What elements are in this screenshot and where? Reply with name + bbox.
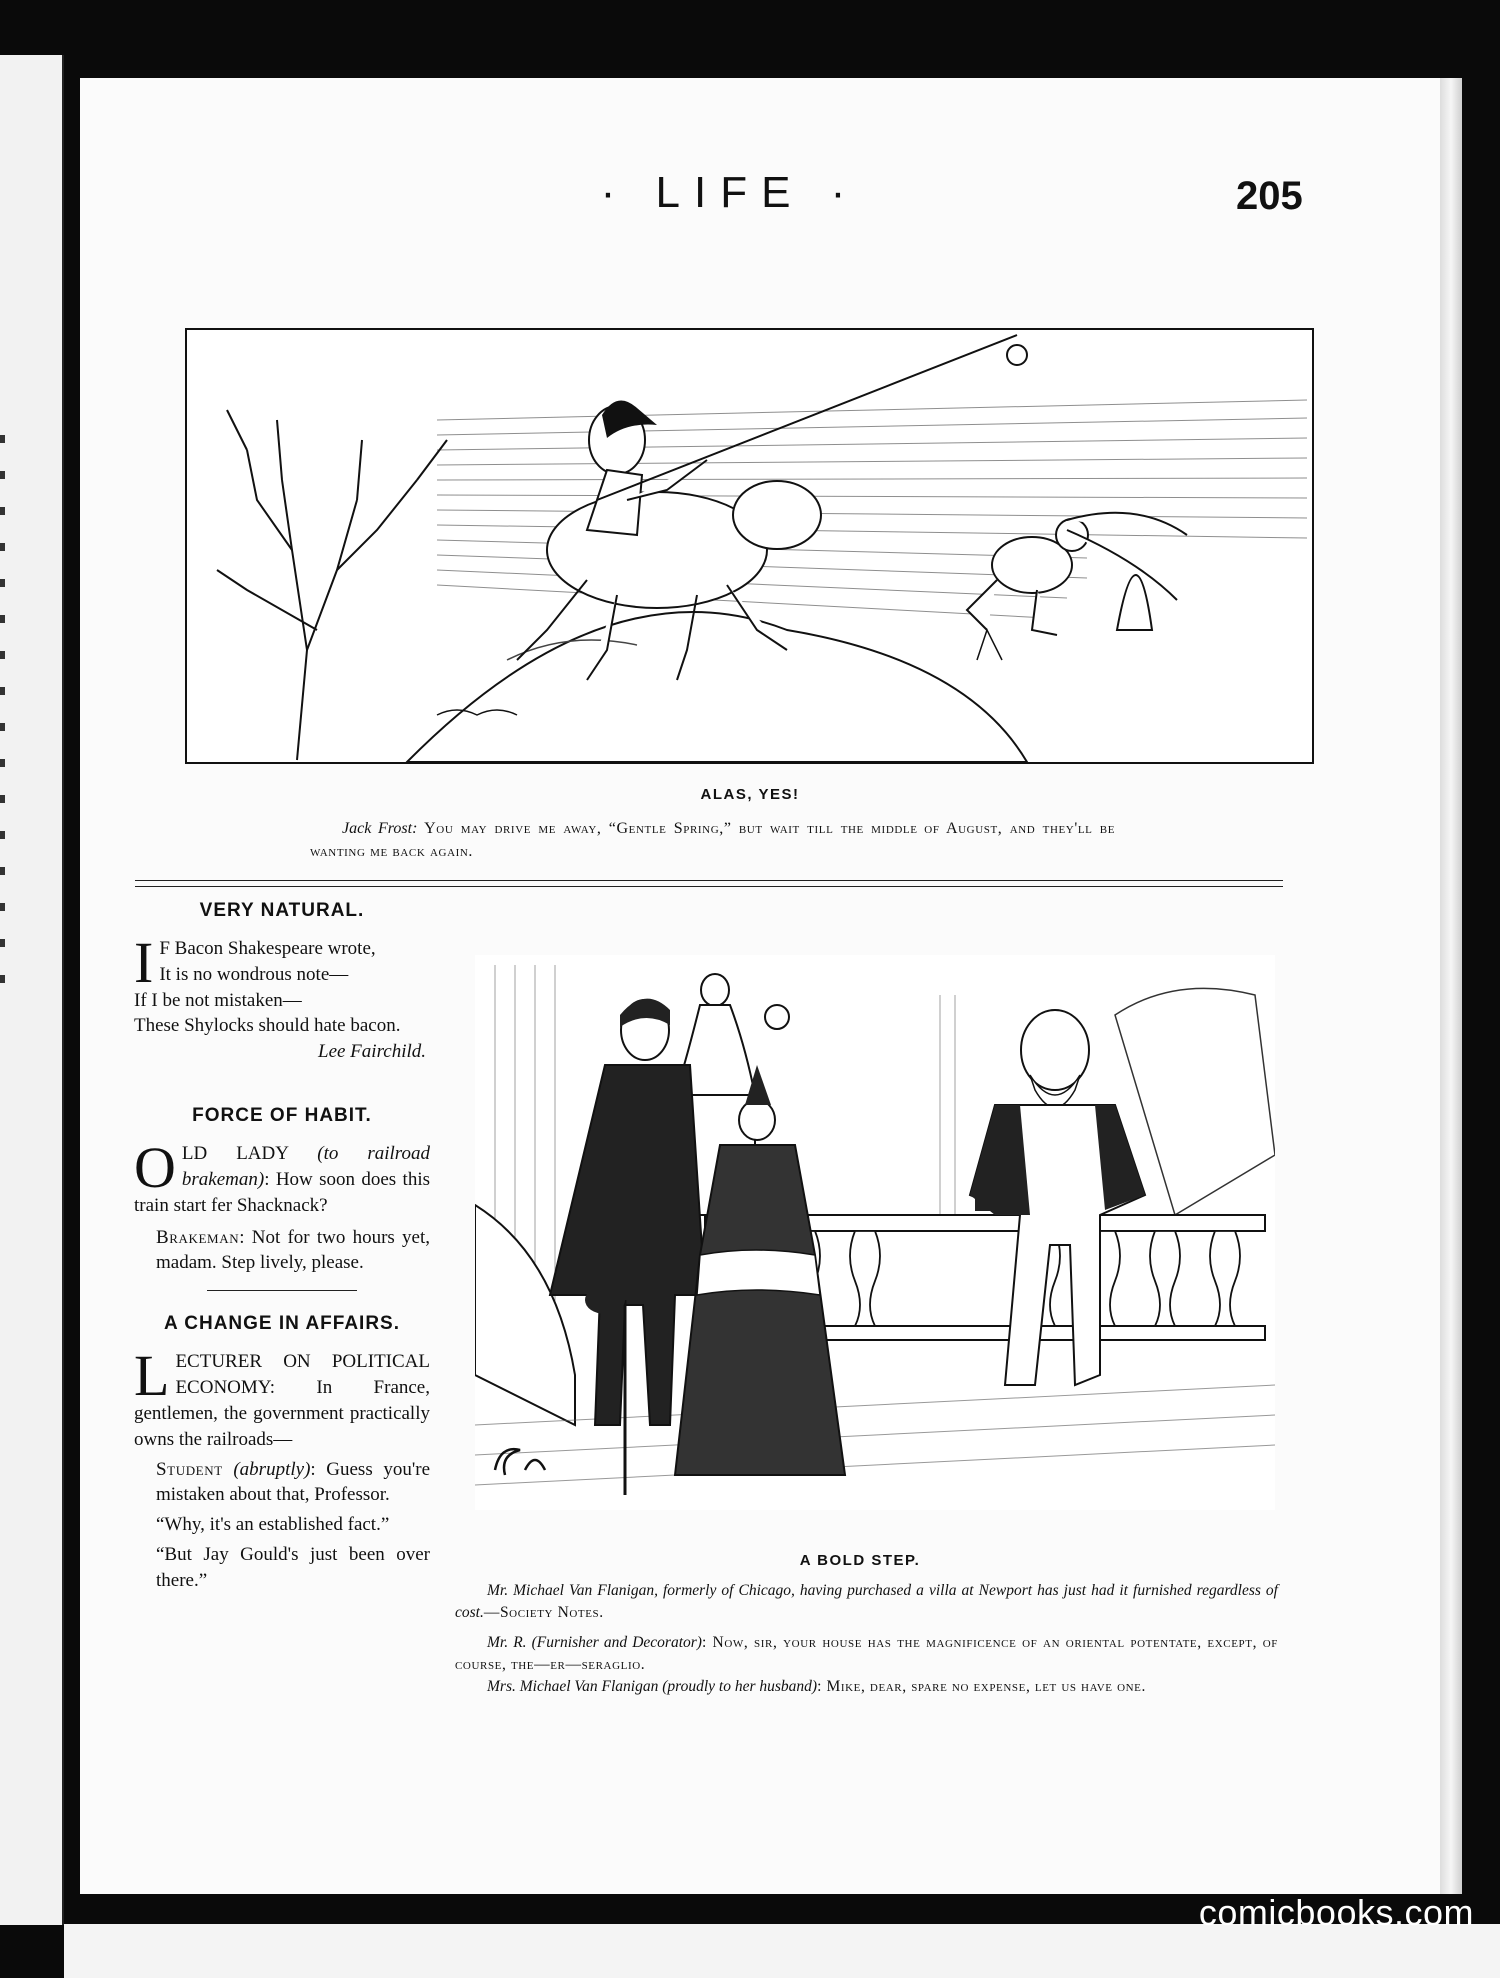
cartoon1-caption-line2: of August, and they'll be wanting me back again. (310, 820, 1116, 860)
change-in-affairs-paragraph-2 (134, 1457, 430, 1509)
poem-line-2: It is no wondrous note— (159, 963, 349, 985)
change-in-affairs-paragraph-4: “But Jay Gould's just been over there.” (156, 1544, 430, 1591)
change-in-affairs-text-2: : Guess you're mistaken about that, Professor. (156, 1458, 430, 1506)
cartoon2-line2-text: : Now, sir, your house has the magnificence of an oriental potentate, except, of course, the—er—seraglio. (455, 1634, 1278, 1673)
cartoon1-caption (310, 818, 1115, 863)
cartoon2-note-italic: Mr. Michael Van Flanigan, formerly of Chicago, having purchased a villa at Newport has just had it furnished regardless of cost. (455, 1582, 1278, 1621)
cartoon2-line2-speaker: Mr. R. (487, 1634, 527, 1651)
force-of-habit-direction: (to railroad brakeman) (181, 1143, 430, 1190)
column-short-rule (207, 1290, 357, 1291)
change-in-affairs-paragraph-3: “Why, it's an established fact.” (156, 1514, 390, 1536)
cartoon2-line2-direction: (Furnisher and Decorator) (531, 1634, 702, 1651)
cartoon2-line3-text: : Mike, dear, spare no expense, let us have one. (817, 1678, 1146, 1695)
poem-line-4: These Shylocks should hate bacon. (134, 1015, 401, 1037)
student-direction: (abruptly) (233, 1458, 311, 1480)
student-speaker: Student (156, 1458, 223, 1480)
change-in-affairs-text-1: ECTURER ON POLITICAL ECONOMY: In France, gentlemen, the government practically owns the railroads— (134, 1351, 430, 1450)
previous-page-text-fragments (0, 435, 12, 1011)
force-of-habit-heading: FORCE OF HABIT. (192, 1105, 372, 1127)
change-in-affairs-paragraph-1 (134, 1343, 430, 1452)
cartoon1-speaker: Jack Frost: (342, 820, 418, 837)
force-of-habit-speaker: LD LADY (181, 1143, 289, 1165)
force-of-habit-paragraph-2 (134, 1225, 430, 1277)
poem-signature: Lee Fairchild. (318, 1041, 426, 1063)
bold-step-illustration (475, 955, 1275, 1510)
cartoon2-title: A BOLD STEP. (799, 1552, 921, 1569)
masthead-title: · LIFE · (600, 168, 860, 217)
cartoon2-line3-speaker: Mrs. Michael Van Flanigan (487, 1678, 659, 1695)
change-in-affairs-heading: A CHANGE IN AFFAIRS. (163, 1313, 401, 1335)
page-edge-shadow (1440, 78, 1462, 1894)
brakeman-speaker: Brakeman (156, 1226, 240, 1248)
force-of-habit-text-1: : How soon does this train start fer Shacknack? (134, 1168, 430, 1216)
page-number: 205 (1236, 174, 1303, 218)
change-in-affairs-dropcap: L (134, 1343, 170, 1409)
very-natural-poem (134, 930, 430, 1065)
left-column (134, 900, 430, 1594)
cartoon2-note (455, 1580, 1278, 1624)
poem-line-3: If I be not mistaken— (134, 989, 302, 1011)
section-divider (135, 880, 1283, 887)
force-of-habit-dropcap: O (134, 1135, 176, 1201)
cartoon2-line3-direction: (proudly to her husband) (662, 1678, 818, 1695)
force-of-habit-text-2: : Not for two hours yet, madam. Step lively, please. (156, 1226, 430, 1274)
cartoon2-line-3 (455, 1676, 1278, 1698)
cartoon2-caption (455, 1580, 1278, 1698)
watermark: comicbooks.com (1198, 1892, 1474, 1933)
cartoon2-note-source: —Society Notes. (483, 1604, 604, 1621)
cartoon1-title: ALAS, YES! (700, 786, 800, 803)
very-natural-heading: VERY NATURAL. (199, 900, 365, 921)
cartoon2-line-2 (455, 1632, 1278, 1676)
cartoon1-caption-line1: You may drive me away, “Gentle Spring,” but wait till the middle (424, 820, 918, 837)
force-of-habit-paragraph-1 (134, 1135, 430, 1218)
poem-line-1: F Bacon Shakespeare wrote, (159, 938, 376, 959)
spring-cartoon-illustration (185, 328, 1314, 764)
very-natural-dropcap: I (134, 930, 154, 995)
previous-page-edge (0, 55, 64, 1925)
